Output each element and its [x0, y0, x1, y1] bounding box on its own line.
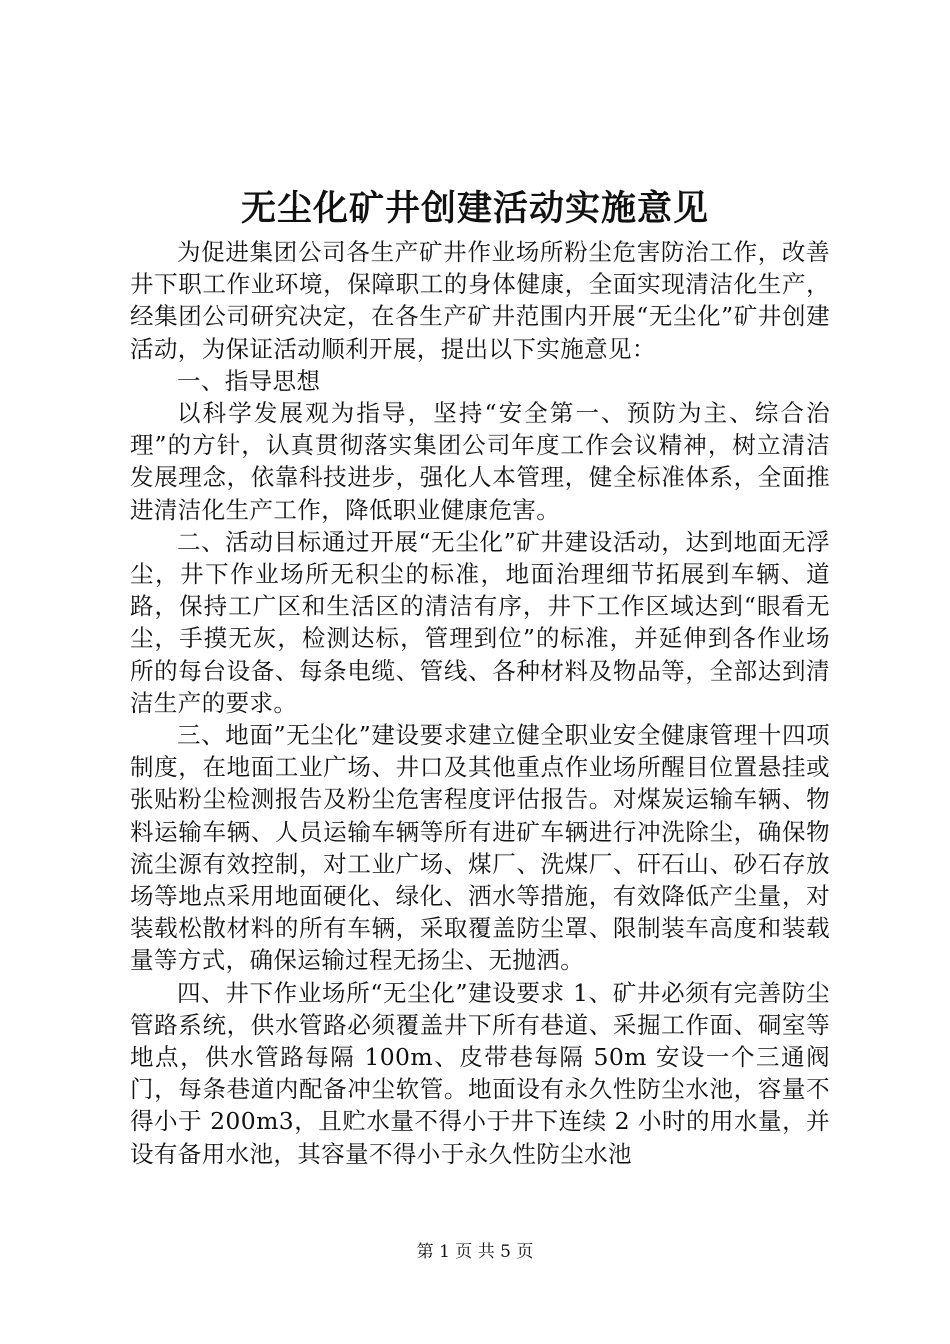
underground-requirements-paragraph: 四、井下作业场所“无尘化”建设要求 1、矿井必须有完善防尘管路系统，供水管路必须覆盖井下所有巷道、采掘工作面、硐室等地点，供水管路每隔 100m、皮带巷每隔 50m 安设一个三通阀门，每条巷道内配备冲尘软管。地面设有永久性防尘水池，容量不得小于 200m3，且贮水量不得小于井下连续 2 小时的用水量，并设有备用水池，其容量不得小于永久性防尘水池	[130, 978, 830, 1168]
activity-goals-paragraph: 二、活动目标通过开展“无尘化”矿井建设活动，达到地面无浮尘，井下作业场所无积尘的标准，地面治理细节拓展到车辆、道路，保持工广区和生活区的清洁有序，井下工作区域达到“眼看无尘，手摸无灰，检测达标，管理到位”的标准，并延伸到各作业场所的每台设备、每条电缆、管线、各种材料及物品等，全部达到清洁生产的要求。	[130, 527, 830, 717]
intro-paragraph: 为促进集团公司各生产矿井作业场所粉尘危害防治工作，改善井下职工作业环境，保障职工的身体健康，全面实现清洁化生产，经集团公司研究决定，在各生产矿井范围内开展“无尘化”矿井创建活动，为保证活动顺利开展，提出以下实施意见：	[130, 238, 830, 363]
guiding-ideology-paragraph: 以科学发展观为指导，坚持“安全第一、预防为主、综合治理”的方针，认真贯彻落实集团公司年度工作会议精神，树立清洁发展理念，依靠科技进步，强化人本管理，健全标准体系，全面推进清洁化生产工作，降低职业健康危害。	[130, 399, 830, 524]
document-body	[130, 236, 830, 1170]
section-heading-guiding-ideology: 一、指导思想	[177, 366, 321, 395]
surface-requirements-paragraph: 三、地面”无尘化”建设要求建立健全职业安全健康管理十四项制度，在地面工业广场、井口及其他重点作业场所醒目位置悬挂或张贴粉尘检测报告及粉尘危害程度评估报告。对煤炭运输车辆、物料运输车辆、人员运输车辆等所有进矿车辆进行冲洗除尘，确保物流尘源有效控制，对工业广场、煤厂、洗煤厂、矸石山、砂石存放场等地点采用地面硬化、绿化、洒水等措施，有效降低产尘量，对装载松散材料的所有车辆，采取覆盖防尘罩、限制装车高度和装载量等方式，确保运输过程无扬尘、无抛洒。	[130, 721, 830, 975]
page-footer: 第 1 页 共 5 页	[416, 1242, 534, 1262]
document-title: 无尘化矿井创建活动实施意见	[240, 188, 709, 229]
